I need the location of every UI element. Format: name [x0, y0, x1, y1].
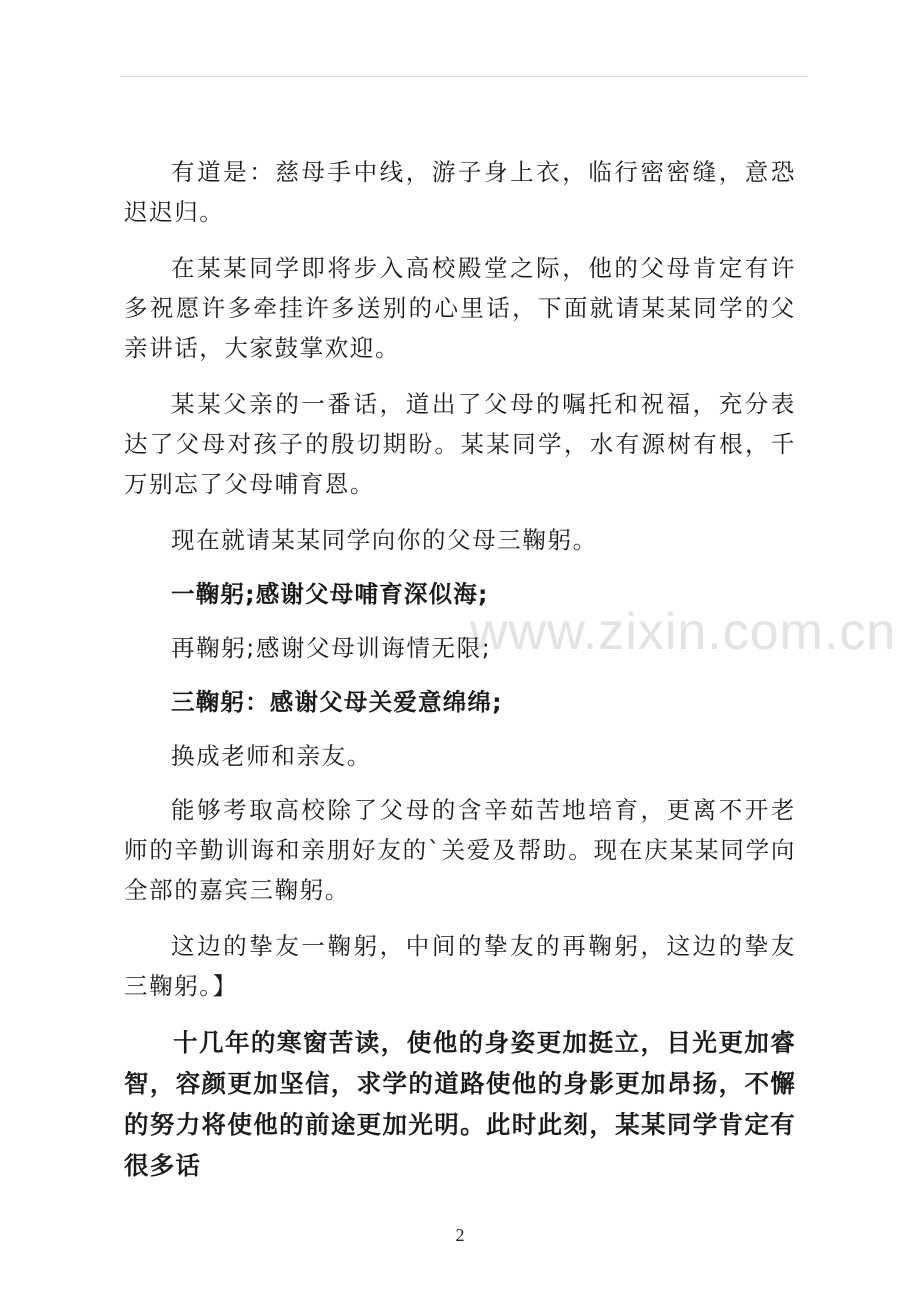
paragraph-4: 现在就请某某同学向你的父母三鞠躬。 [171, 526, 598, 554]
paragraph-8: 换成老师和亲友。 [171, 742, 372, 770]
paragraph-9: 能够考取高校除了父母的含辛茹苦地培育，更离不开老师的辛勤训诲和亲朋好友的`关爱及帮助。现在庆某某同学向全部的嘉宾三鞠躬。 [124, 796, 796, 904]
paragraph-10: 这边的挚友一鞠躬，中间的挚友的再鞠躬，这边的挚友三鞠躬。】 [124, 932, 796, 1000]
paragraph-11: 十几年的寒窗苦读，使他的身姿更加挺立，目光更加睿智，容颜更加坚信，求学的道路使他的身影更加昂扬，不懈的努力将使他的前途更加光明。此时此刻，某某同学肯定有很多话 [124, 1028, 796, 1180]
paragraph-2: 在某某同学即将步入高校殿堂之际，他的父母肯定有许多祝愿许多牵挂许多送别的心里话，下面就请某某同学的父亲讲话，大家鼓掌欢迎。 [124, 254, 796, 362]
watermark: www.zixin.com.cn [470, 603, 897, 661]
paragraph-7: 三鞠躬：感谢父母关爱意绵绵; [171, 688, 503, 716]
header-rule [120, 76, 808, 77]
page-number: 2 [455, 1225, 465, 1245]
paragraph-6: 再鞠躬;感谢父母训诲情无限; [171, 634, 492, 662]
paragraph-3: 某某父亲的一番话，道出了父母的嘱托和祝福，充分表达了父母对孩子的殷切期盼。某某同学，水有源树有根，千万别忘了父母哺育恩。 [124, 390, 796, 498]
document-body [124, 152, 796, 1186]
paragraph-1: 有道是：慈母手中线，游子身上衣，临行密密缝，意恐迟迟归。 [124, 158, 796, 226]
paragraph-5: 一鞠躬;感谢父母哺育深似海; [171, 580, 489, 608]
